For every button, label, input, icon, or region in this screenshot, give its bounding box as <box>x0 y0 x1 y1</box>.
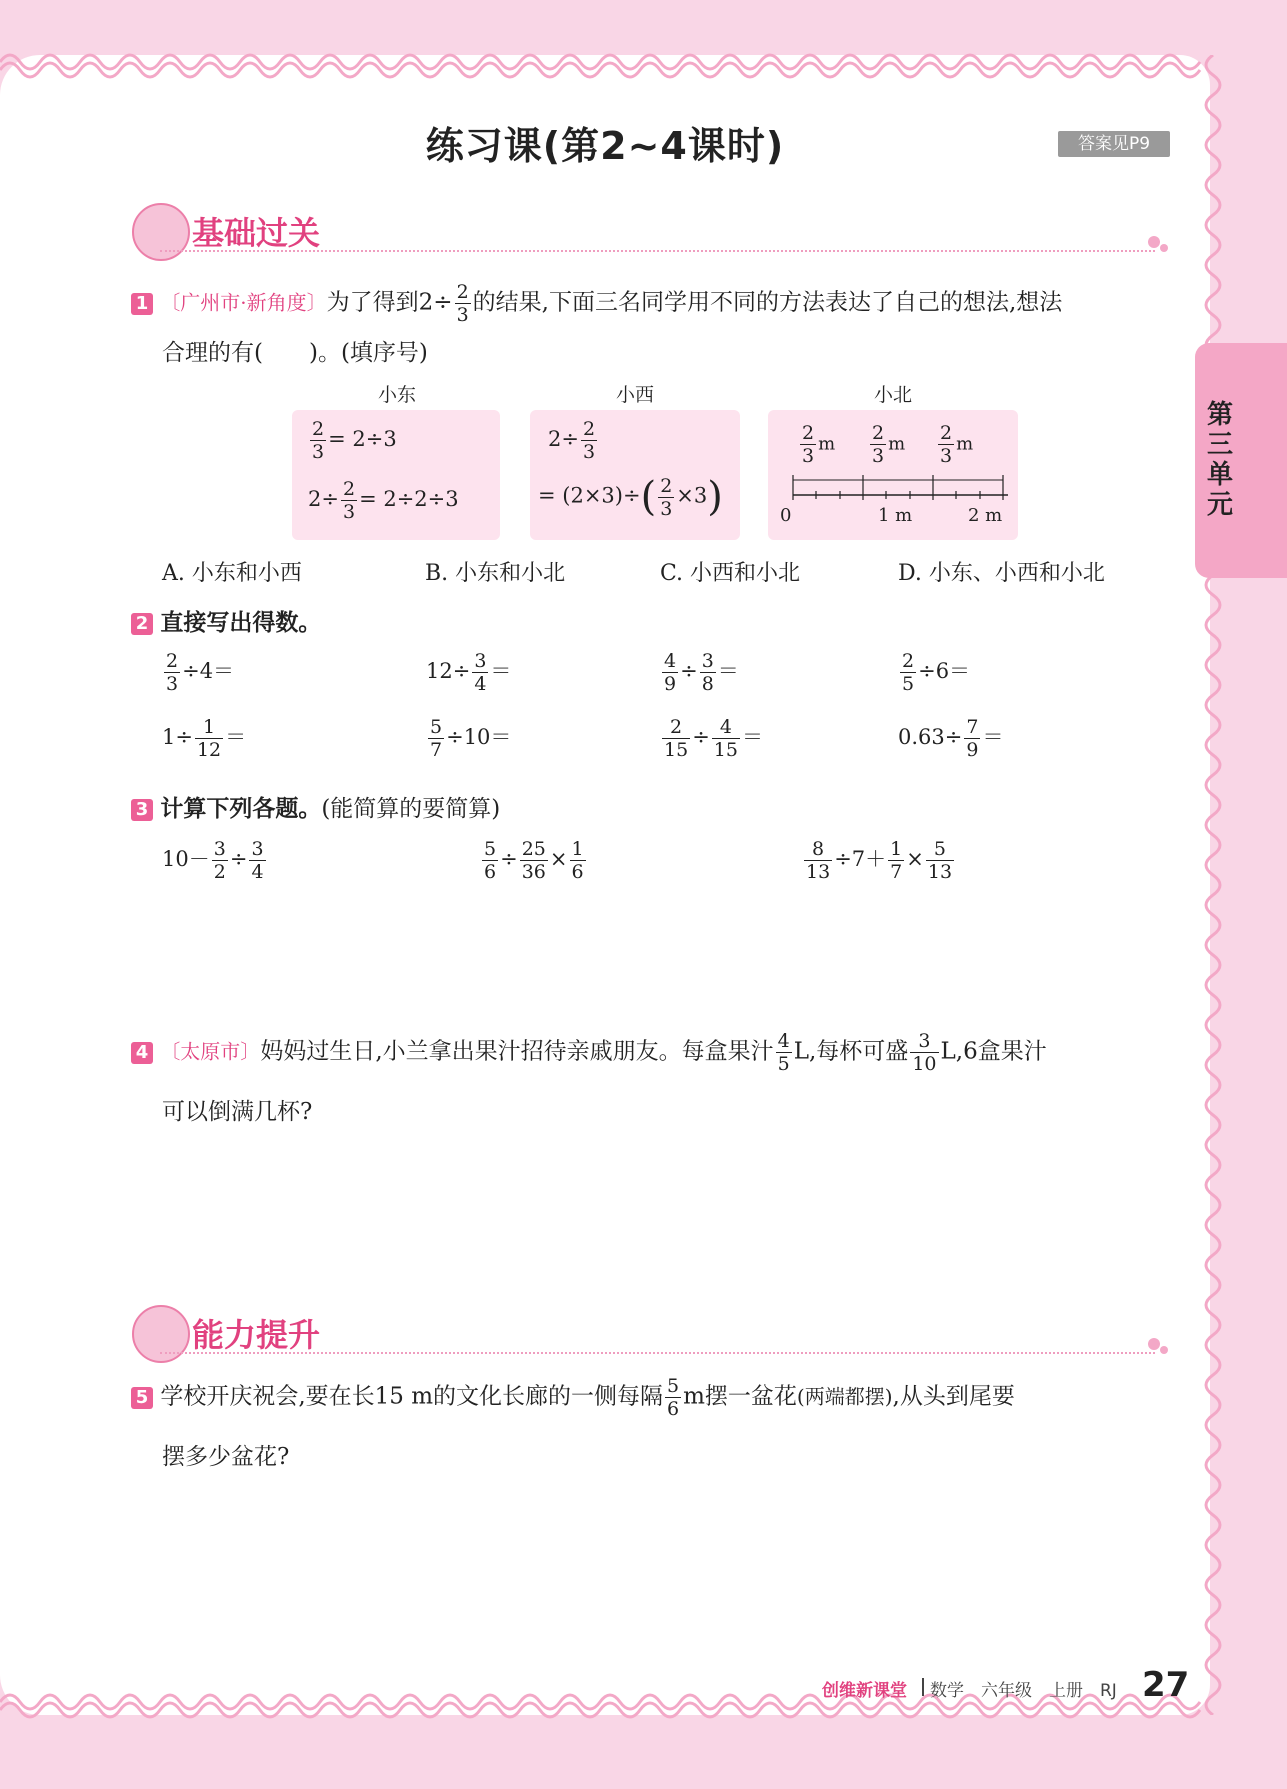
question-1 <box>131 281 1171 326</box>
student-label: 小北 <box>873 384 912 406</box>
calc-expression-3: $\frac{8}{13}$ ÷7＋ $\frac{1}{7}$ × $\frac{5}{13}$ <box>806 838 953 883</box>
oral-calc-item: $\frac{2}{15}$ ÷ $\frac{4}{15}$ ＝ <box>664 716 763 761</box>
tick-label: 0 <box>780 505 792 526</box>
dots-icon <box>1160 1346 1168 1354</box>
fraction: $\frac{3}{10}$ <box>912 1030 937 1075</box>
fraction: $\frac{2}{3}$ <box>660 474 673 520</box>
wavy-border-top <box>0 40 1210 80</box>
option-a: A. 小东和小西 <box>162 561 302 586</box>
question-5: 5 学校开庆祝会,要在长15 m的文化长廊的一侧每隔 $\frac{5}{6}$ m摆一盆花(两端都摆),从头到尾要 <box>131 1375 1176 1420</box>
section-divider <box>160 1352 1155 1354</box>
mascot-icon <box>132 1305 190 1363</box>
oral-calc-item: $\frac{2}{5}$ ÷6＝ <box>902 650 971 695</box>
fraction: $\frac{5}{6}$ <box>667 1375 680 1420</box>
question-number: 1 <box>131 293 153 315</box>
fraction: $\frac{1}{12}$ <box>196 716 222 761</box>
method-box-bei: $\frac{2}{3}$ m $\frac{2}{3}$ m $\frac{2}{3}$ m 0 1 m 2 m <box>768 410 1018 540</box>
question-text: 合理的有( )。(填序号) <box>162 340 428 366</box>
section-title-advanced: 能力提升 <box>192 1316 321 1354</box>
fraction: $\frac{2}{3}$ <box>802 422 815 467</box>
footer-divider <box>922 1678 924 1696</box>
student-label: 小西 <box>615 384 654 406</box>
question-number: 5 <box>131 1387 153 1409</box>
wavy-border-right <box>1195 55 1235 1715</box>
page-title: 练习课(第2~4课时) <box>425 124 785 168</box>
method-box-dong: $\frac{2}{3}$ = 2÷3 2÷ $\frac{2}{3}$ = 2÷2÷3 <box>292 410 500 540</box>
tick-label: 1 m <box>878 505 913 526</box>
fraction: $\frac{2}{3}$ <box>582 418 596 463</box>
fraction: $\frac{3}{8}$ <box>701 650 714 695</box>
fraction: $\frac{2}{3}$ <box>872 422 885 467</box>
question-4: 4 〔太原市〕妈妈过生日,小兰拿出果汁招待亲戚朋友。每盒果汁 $\frac{4}{5}$ L,每杯可盛 $\frac{3}{10}$ L,6盒果汁 <box>131 1030 1176 1075</box>
fraction: $\frac{2}{3}$ <box>312 418 325 463</box>
fraction: $\frac{2}{3}$ <box>940 422 953 467</box>
dots-icon <box>1148 1338 1160 1350</box>
dots-icon <box>1160 244 1168 252</box>
dots-icon <box>1148 236 1160 248</box>
option-b: B. 小东和小北 <box>425 561 566 586</box>
fraction: $\frac{2}{5}$ <box>902 650 915 695</box>
oral-calc-item: 12÷ $\frac{3}{4}$ ＝ <box>426 650 512 695</box>
question-title: 直接写出得数。 <box>160 610 322 636</box>
question-note: (能简算的要简算) <box>321 796 501 822</box>
fraction: $\frac{2}{15}$ <box>664 716 689 761</box>
question-text: 为了得到2÷ <box>326 289 453 316</box>
oral-calc-item: $\frac{2}{3}$ ÷4＝ <box>166 650 235 695</box>
mascot-icon <box>132 203 190 261</box>
calc-expression-1: 10－ $\frac{3}{2}$ ÷ $\frac{3}{4}$ <box>162 838 264 883</box>
question-source: 〔广州市·新角度〕 <box>160 290 327 315</box>
fraction: $\frac{2}{3}$ <box>342 478 356 523</box>
footer-brand: 创维新课堂 <box>822 1681 907 1701</box>
option-c: C. 小西和小北 <box>660 561 801 586</box>
question-number: 4 <box>131 1042 153 1064</box>
question-text: 摆多少盆花? <box>162 1444 290 1470</box>
calc-expression-2: $\frac{5}{6}$ ÷ $\frac{25}{36}$ × $\frac{1}{6}$ <box>484 838 584 883</box>
section-divider <box>160 250 1155 252</box>
number-line <box>778 470 1008 510</box>
student-label: 小东 <box>377 384 416 406</box>
fraction: $\frac{4}{5}$ <box>777 1030 790 1075</box>
fraction: $\frac{4}{9}$ <box>664 650 677 695</box>
question-text: 的结果,下面三名同学用不同的方法表达了自己的想法,想法 <box>472 289 1063 316</box>
option-d: D. 小东、小西和小北 <box>898 561 1105 586</box>
unit-side-tab-label: 第三单元 <box>1206 400 1233 520</box>
tick-label: 2 m <box>968 505 1003 526</box>
oral-calc-item: 1÷ $\frac{1}{12}$ ＝ <box>162 716 247 761</box>
question-title: 计算下列各题。 <box>160 796 322 822</box>
method-box-xi: 2÷ $\frac{2}{3}$ = (2×3)÷( $\frac{2}{3}$ ×3) <box>530 410 740 540</box>
fraction: $\frac{5}{7}$ <box>430 716 443 761</box>
section-title-basic: 基础过关 <box>192 214 321 252</box>
oral-calc-item: 0.63÷ $\frac{7}{9}$ ＝ <box>898 716 1004 761</box>
question-text: 可以倒满几杯? <box>162 1099 313 1125</box>
footer-info: 数学 六年级 上册 RJ <box>930 1681 1117 1701</box>
question-number: 3 <box>131 799 153 821</box>
fraction: $\frac{2}{3}$ <box>456 281 469 326</box>
fraction: $\frac{2}{3}$ <box>166 650 179 695</box>
question-2 <box>131 606 321 640</box>
question-3 <box>131 792 500 826</box>
fraction: $\frac{3}{4}$ <box>474 650 487 695</box>
fraction: $\frac{4}{15}$ <box>713 716 738 761</box>
answer-reference-tag: 答案见P9 <box>1058 131 1170 157</box>
page-number: 27 <box>1142 1665 1190 1705</box>
oral-calc-item: $\frac{4}{9}$ ÷ $\frac{3}{8}$ ＝ <box>664 650 739 695</box>
question-source: 〔太原市〕 <box>160 1039 261 1064</box>
fraction: $\frac{7}{9}$ <box>966 716 979 761</box>
question-number: 2 <box>131 613 153 635</box>
oral-calc-item: $\frac{5}{7}$ ÷10＝ <box>430 716 512 761</box>
